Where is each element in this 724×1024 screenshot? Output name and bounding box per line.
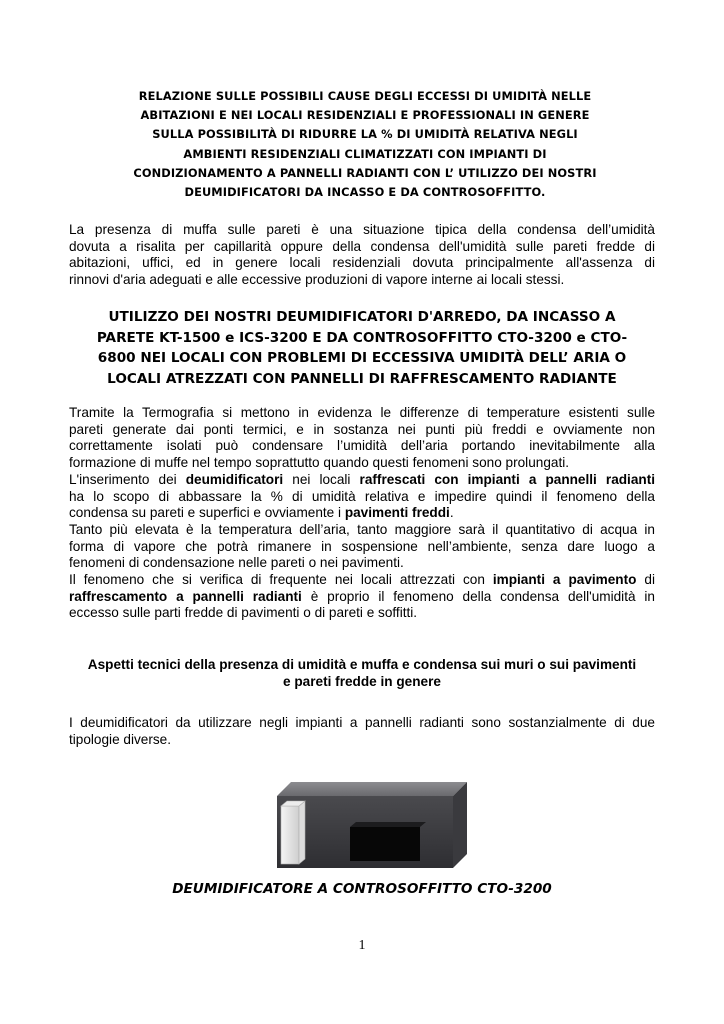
aspects-heading-line: e pareti fredde in genere xyxy=(283,674,441,689)
bold-term-cold-floors: pavimenti freddi xyxy=(344,505,450,521)
section-title-line: LOCALI ATREZZATI CON PANNELLI DI RAFFRESCAMENTO RADIANTE xyxy=(107,370,617,387)
text-line: formazione di muffe nel tempo soprattutto quando questi fenomeni sono prolungati. xyxy=(69,455,570,471)
text-line: pareti generate dai ponti termici, e in sostanza nei punti più freddi e ovviamente non xyxy=(69,421,655,437)
text-line xyxy=(69,472,655,489)
text-run: di xyxy=(636,572,655,588)
text-line xyxy=(69,589,655,606)
text-line: tipologie diverse. xyxy=(69,731,172,747)
report-title-line: DEUMIDIFICATORI DA INCASSO E DA CONTROSOFFITTO. xyxy=(184,185,546,200)
section-title-line: 6800 NEI LOCALI CON PROBLEMI DI ECCESSIVA UMIDITÀ DELL’ ARIA O xyxy=(97,350,627,367)
report-title-line: CONDIZIONAMENTO A PANNELLI RADIANTI CON L’ UTILIZZO DEI NOSTRI xyxy=(133,165,597,180)
body-text xyxy=(69,405,655,622)
report-title-line: RELAZIONE SULLE POSSIBILI CAUSE DEGLI ECCESSI DI UMIDITÀ NELLE xyxy=(138,89,592,103)
text-line: abitazioni, uffici, ed in genere locali residenziali dovuta principalmente all'assenza di xyxy=(69,255,655,271)
text-line xyxy=(69,505,655,522)
text-line: Tanto più elevata è la temperatura dell’aria, tanto maggiore sarà il quantitativo di acqua in xyxy=(69,521,655,537)
aspects-heading-line: Aspetti tecnici della presenza di umidità e muffa e condensa sui muri o sui pavimenti xyxy=(87,657,637,672)
text-line: I deumidificatori da utilizzare negli impianti a pannelli radianti sono sostanzialmente di due xyxy=(69,715,655,730)
text-line: rinnovi d'aria adeguati e alle eccessive produzioni di vapore interne ai locali stessi. xyxy=(69,272,565,288)
text-line: ha lo scopo di abbassare la % di umidità relativa e impedire quindi il fenomeno della xyxy=(69,488,655,504)
report-title-line: SULLA POSSIBILITÀ DI RIDURRE LA % DI UMIDITÀ RELATIVA NEGLI xyxy=(152,127,578,142)
electrical-box xyxy=(281,806,299,864)
text-run: è proprio il fenomeno della condensa dell'umidità in xyxy=(301,588,655,604)
aspects-heading xyxy=(69,656,655,690)
text-line: Tramite la Termografia si mettono in evidenza le differenze di temperature esistenti sulle xyxy=(69,405,655,420)
report-title-line: ABITAZIONI E NEI LOCALI RESIDENZIALI E PROFESSIONALI IN GENERE xyxy=(140,108,590,123)
text-line: correttamente isolati può condensare l’umidità dell’aria portando inevitabilmente alla xyxy=(69,438,655,454)
text-line: fenomeni di condensazione nelle pareti o nei pavimenti. xyxy=(69,555,404,571)
text-run: . xyxy=(449,505,454,521)
intro-paragraph xyxy=(69,222,655,289)
section-title-line: PARETE KT-1500 e ICS-3200 E DA CONTROSOFFITTO CTO-3200 e CTO- xyxy=(96,329,628,346)
vent-inner-edge xyxy=(350,822,426,827)
text-line: La presenza di muffa sulle pareti è una situazione tipica della condensa dell’umidità xyxy=(69,222,655,237)
text-line: dovuta a risalita per capillarità oppure della condensa dell'umidità sulle pareti fredde di xyxy=(69,238,655,254)
text-run: Il fenomeno che si verifica di frequente nei locali attrezzati con xyxy=(69,572,493,588)
report-title xyxy=(80,87,650,202)
report-title-line: AMBIENTI RESIDENZIALI CLIMATIZZATI CON IMPIANTI DI xyxy=(183,146,547,161)
types-paragraph xyxy=(69,715,655,748)
text-line: forma di vapore che potrà rimanere in sospensione nell’ambiente, senza dare luogo a xyxy=(69,538,655,554)
section-title xyxy=(69,307,655,389)
page-number: 1 xyxy=(358,938,366,953)
text-run: nei locali xyxy=(283,471,360,487)
text-line: eccesso sulle parti fredde di pavimenti o di pareti e soffitti. xyxy=(69,605,418,621)
air-vent-opening xyxy=(350,827,420,861)
text-run: L'inserimento dei xyxy=(69,471,186,487)
bold-term-radiant-cooling: raffrescati con impianti a pannelli radianti xyxy=(359,471,655,487)
text-run: condensa su pareti e superfici e ovviamente i xyxy=(69,505,345,521)
figure-caption: DEUMIDIFICATORE A CONTROSOFFITTO CTO-3200 xyxy=(172,881,552,897)
electrical-box-side xyxy=(299,801,305,864)
section-title-line: UTILIZZO DEI NOSTRI DEUMIDIFICATORI D'ARREDO, DA INCASSO A xyxy=(108,309,616,325)
bold-term-floor-systems: impianti a pavimento xyxy=(492,572,637,588)
bold-term-radiant-panels: raffrescamento a pannelli radianti xyxy=(69,588,302,604)
unit-top-face xyxy=(277,782,467,796)
bold-term-dehumidifiers: deumidificatori xyxy=(185,471,284,487)
unit-side-face xyxy=(453,782,467,868)
text-line xyxy=(69,572,655,589)
dehumidifier-unit-image xyxy=(255,780,470,873)
